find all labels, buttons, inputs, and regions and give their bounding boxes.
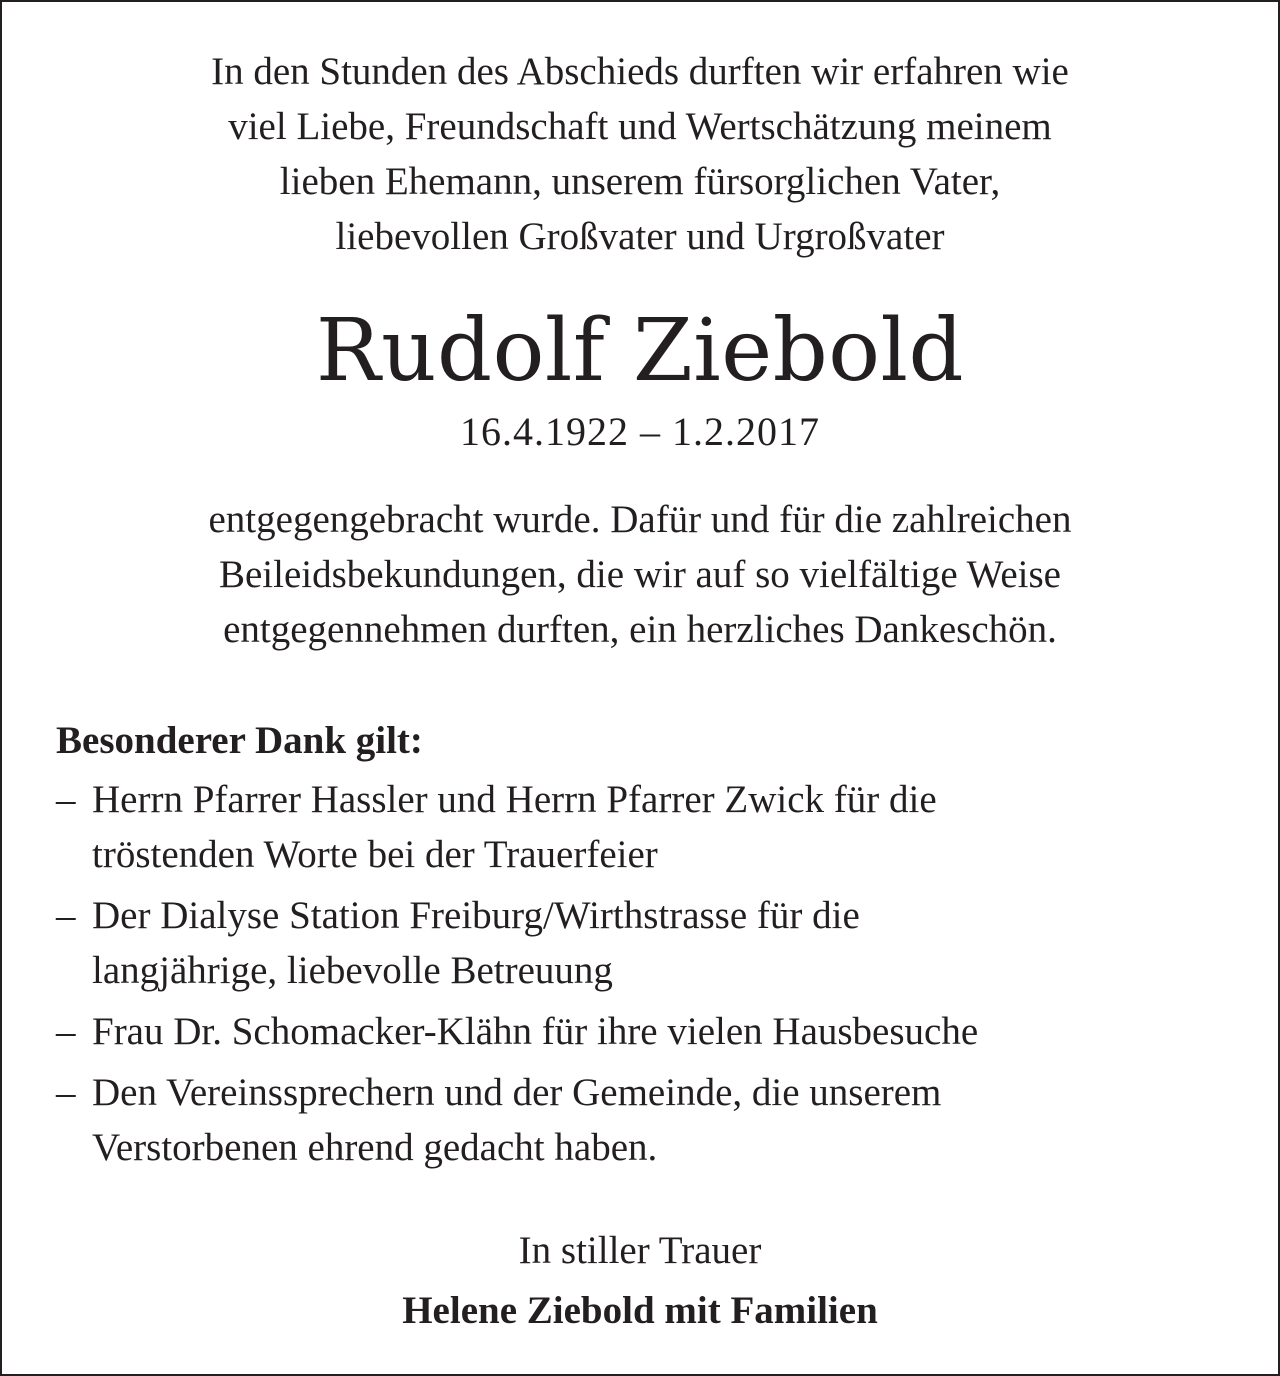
list-item-line: Frau Dr. Schomacker-Klähn für ihre vielen Hausbesuche — [92, 1010, 979, 1053]
list-item — [56, 1065, 1236, 1175]
intro-line: viel Liebe, Freundschaft und Wertschätzung meinem — [228, 105, 1052, 148]
deceased-name: Rudolf Ziebold — [315, 301, 965, 401]
intro-line: liebevollen Großvater und Urgroßvater — [335, 215, 945, 258]
thanks-line: Beileidsbekundungen, die wir auf so vielfältige Weise — [218, 553, 1061, 596]
intro-line: lieben Ehemann, unserem fürsorglichen Vater, — [279, 160, 1001, 203]
intro-paragraph — [0, 44, 1280, 264]
list-item-line: Den Vereinssprechern und der Gemeinde, die unserem — [92, 1071, 942, 1114]
list-item — [56, 772, 1236, 882]
list-item-line: langjährige, liebevolle Betreuung — [92, 949, 613, 992]
list-item — [56, 1004, 1236, 1059]
family-signature: Helene Ziebold mit Familien — [402, 1289, 878, 1332]
thanks-line: entgegengebracht wurde. Dafür und für die zahlreichen — [208, 498, 1072, 541]
thanks-paragraph — [0, 492, 1280, 657]
intro-line: In den Stunden des Abschieds durften wir erfahren wie — [211, 50, 1069, 93]
list-item-line: Herrn Pfarrer Hassler und Herrn Pfarrer Zwick für die — [92, 778, 937, 821]
list-item-line: Verstorbenen ehrend gedacht haben. — [92, 1126, 658, 1169]
dash-bullet: – — [56, 1010, 76, 1053]
dash-bullet: – — [56, 1071, 76, 1114]
thanks-line: entgegennehmen durften, ein herzliches Dankeschön. — [223, 608, 1057, 651]
dash-bullet: – — [56, 894, 76, 937]
list-item — [56, 888, 1236, 998]
closing-phrase: In stiller Trauer — [518, 1229, 762, 1272]
special-thanks-list — [56, 772, 1236, 1181]
special-thanks-heading: Besonderer Dank gilt: — [56, 719, 423, 762]
dash-bullet: – — [56, 778, 76, 821]
life-dates: 16.4.1922 – 1.2.2017 — [460, 409, 820, 454]
list-item-line: tröstenden Worte bei der Trauerfeier — [92, 833, 658, 876]
list-item-line: Der Dialyse Station Freiburg/Wirthstrasse für die — [92, 894, 860, 937]
